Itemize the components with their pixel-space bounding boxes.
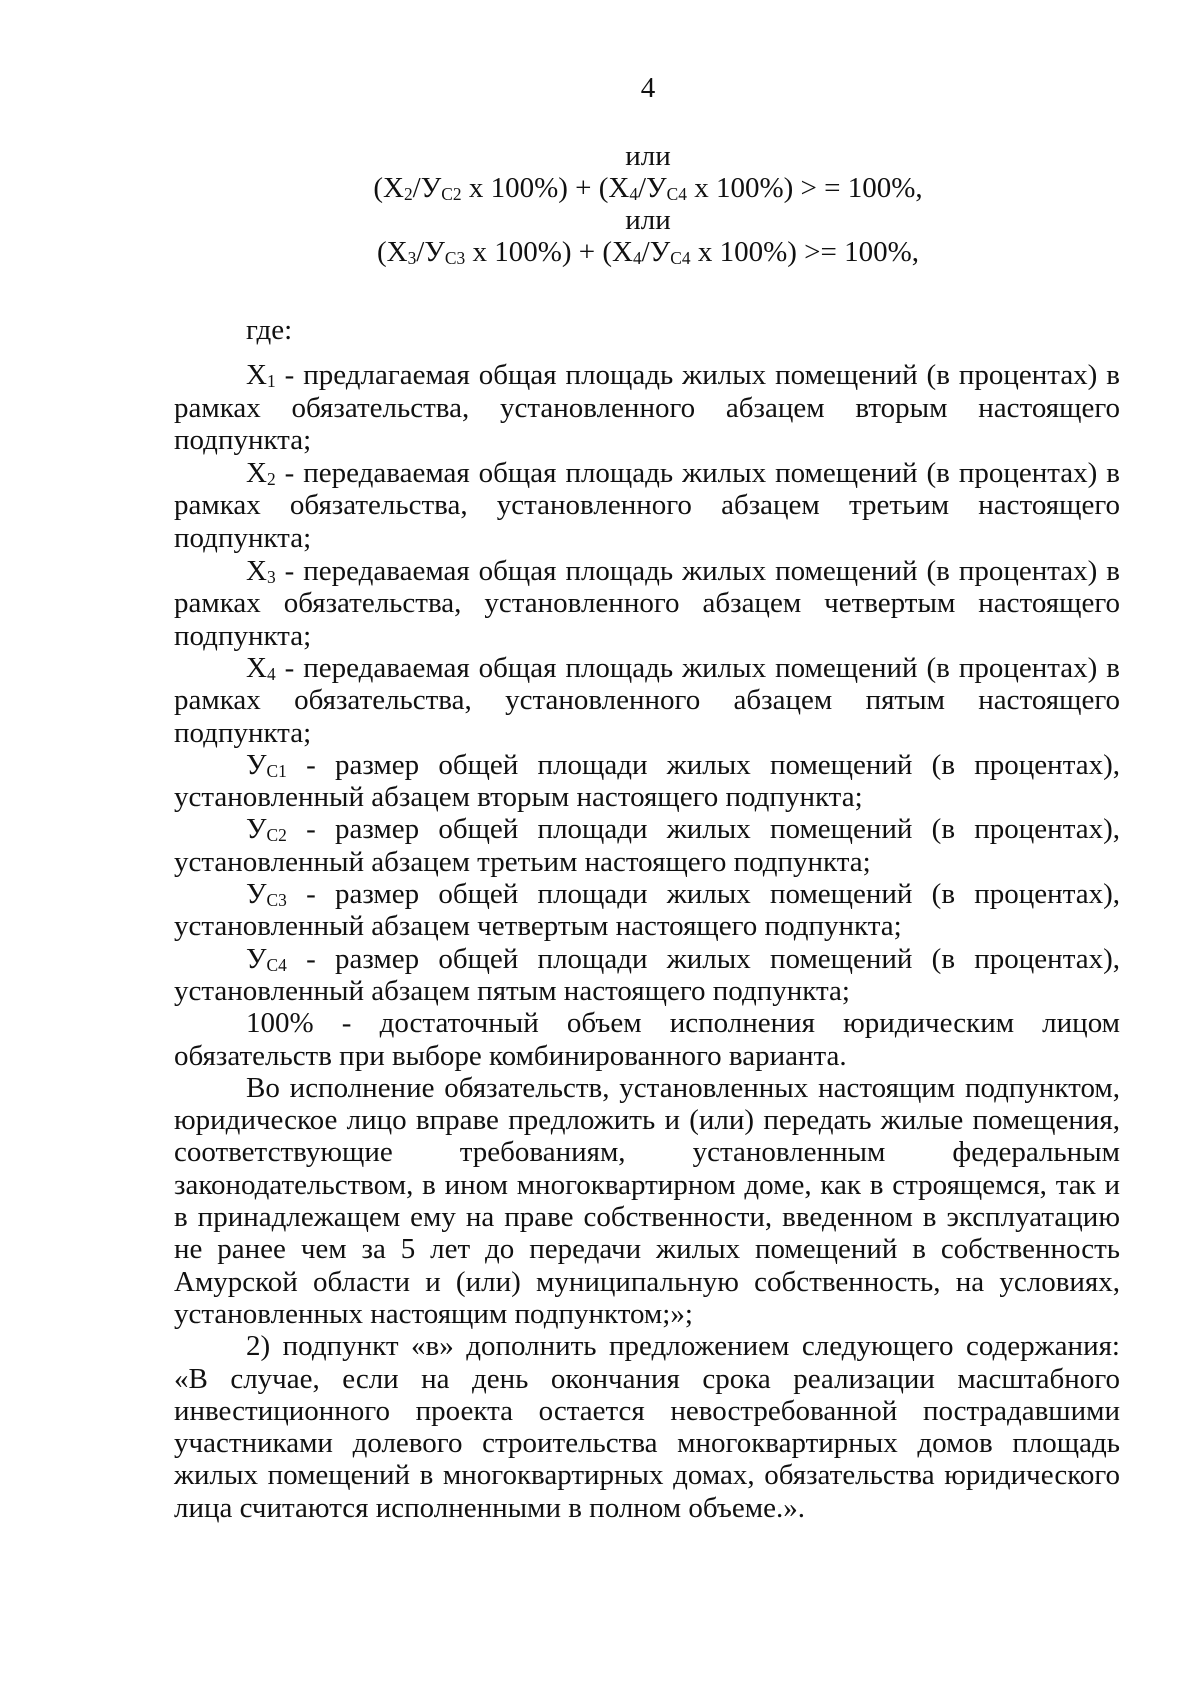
definition-text: - передаваемая общая площадь жилых помещений (в процентах) в рамках обязательства, установленного абзацем третьим настоящего подпункта; bbox=[174, 457, 1120, 554]
definition-text: - передаваемая общая площадь жилых помещений (в процентах) в рамках обязательства, установленного абзацем четвертым настоящего подпункта; bbox=[174, 555, 1120, 652]
formula-subscript: 2 bbox=[403, 184, 413, 205]
definition-yc4 bbox=[174, 943, 1120, 1008]
formula-text: /У bbox=[638, 172, 667, 204]
definition-yc3 bbox=[174, 878, 1120, 943]
symbol-letter: X bbox=[246, 359, 267, 392]
definition-x3 bbox=[174, 555, 1120, 652]
formula-text: /У bbox=[412, 172, 442, 204]
formula-text: /У bbox=[416, 236, 445, 268]
symbol-letter: У bbox=[246, 748, 267, 781]
symbol-subscript: 1 bbox=[266, 371, 276, 392]
definition-x2 bbox=[174, 457, 1120, 554]
formula-subscript: С3 bbox=[444, 248, 466, 269]
definition-x1 bbox=[174, 359, 1120, 456]
definition-text: - передаваемая общая площадь жилых помещений (в процентах) в рамках обязательства, установленного абзацем пятым настоящего подпункта; bbox=[174, 651, 1120, 749]
symbol-letter: X bbox=[246, 651, 267, 684]
definition-symbol bbox=[246, 878, 287, 910]
formula-or-2: или bbox=[625, 204, 671, 236]
definition-symbol bbox=[246, 457, 276, 489]
symbol-letter: У bbox=[246, 878, 267, 911]
symbol-subscript: С1 bbox=[266, 760, 287, 781]
paragraph-fulfillment: Во исполнение обязательств, установленных настоящим подпунктом, юридическое лицо вправе предложить и (или) передать жилые помещения, соответствующие требованиям, установленным федеральным законодательством, в ином многоквартирном доме, как в строящемся, так и в принадлежащем ему на праве собственности, введенном в эксплуатацию не ранее чем за 5 лет до передачи жилых помещений в собственность Амурской области и (или) муниципальную собственность, на условиях, установленных настоящим подпунктом;»; bbox=[174, 1071, 1120, 1330]
symbol-subscript: С2 bbox=[266, 825, 287, 846]
body-text bbox=[174, 314, 1120, 1524]
symbol-subscript: С4 bbox=[266, 954, 287, 975]
definition-text: - достаточный объем исполнения юридическим лицом обязательств при выборе комбинированного варианта. bbox=[174, 1007, 1120, 1072]
formula-text: /У bbox=[641, 236, 671, 268]
definition-symbol bbox=[246, 813, 287, 845]
formula-line-1 bbox=[0, 172, 1200, 204]
definition-text: - размер общей площади жилых помещений (в процентах), установленный абзацем пятым настоящего подпункта; bbox=[174, 942, 1120, 1007]
formula-subscript: 4 bbox=[632, 248, 642, 269]
symbol-letter: 100% bbox=[246, 1007, 314, 1040]
symbol-letter: У bbox=[246, 813, 267, 846]
formula-subscript: 4 bbox=[629, 184, 639, 205]
symbol-subscript: С3 bbox=[266, 890, 287, 911]
formula-line-2 bbox=[0, 236, 1200, 268]
symbol-subscript: 3 bbox=[266, 567, 276, 588]
definition-symbol bbox=[246, 555, 276, 587]
definition-x4 bbox=[174, 652, 1120, 749]
formula-text: x 100%) >= 100%, bbox=[690, 236, 919, 268]
paragraph-subclause-v: 2) подпункт «в» дополнить предложением следующего содержания: «В случае, если на день окончания срока реализации масштабного инвестиционного проекта остается невостребованной пострадавшими участниками долевого строительства многоквартирных домов площадь жилых помещений в многоквартирных домах, обязательства юридического лица считаются исполненными в полном объеме.». bbox=[174, 1330, 1120, 1524]
formula-text: x 100%) > = 100%, bbox=[686, 172, 923, 204]
definition-symbol bbox=[246, 359, 276, 391]
definition-text: - размер общей площади жилых помещений (в процентах), установленный абзацем третьим настоящего подпункта; bbox=[174, 813, 1120, 878]
symbol-letter: X bbox=[246, 457, 267, 490]
symbol-letter: X bbox=[246, 555, 267, 588]
formula-subscript: С2 bbox=[441, 184, 462, 205]
where-label: где: bbox=[246, 314, 293, 346]
definition-yc2 bbox=[174, 813, 1120, 878]
formula-text: (X bbox=[376, 236, 408, 268]
formula-text: x 100%) + (X bbox=[465, 236, 633, 268]
definition-symbol bbox=[246, 943, 287, 975]
formula-text: (X bbox=[373, 172, 404, 204]
formula-text: x 100%) + (X bbox=[461, 172, 630, 204]
definition-text: - размер общей площади жилых помещений (в процентах), установленный абзацем четвертым настоящего подпункта; bbox=[174, 878, 1120, 943]
page-number: 4 bbox=[640, 72, 656, 104]
definition-text: - предлагаемая общая площадь жилых помещений (в процентах) в рамках обязательства, установленного абзацем вторым настоящего подпункта; bbox=[174, 359, 1120, 456]
formula-subscript: С4 bbox=[666, 184, 687, 205]
definition-100-percent bbox=[174, 1007, 1120, 1072]
definition-symbol bbox=[246, 652, 276, 684]
definition-text: - размер общей площади жилых помещений (в процентах), установленный абзацем вторым настоящего подпункта; bbox=[174, 748, 1120, 814]
formula-or-1: или bbox=[625, 140, 671, 172]
definition-symbol bbox=[246, 749, 287, 781]
symbol-subscript: 2 bbox=[266, 469, 276, 490]
definition-yc1 bbox=[174, 749, 1120, 814]
symbol-subscript: 4 bbox=[266, 664, 276, 685]
formula-subscript: С4 bbox=[670, 248, 691, 269]
formula-block bbox=[0, 140, 1200, 268]
symbol-letter: У bbox=[246, 942, 267, 975]
definition-symbol bbox=[246, 1007, 314, 1039]
formula-subscript: 3 bbox=[407, 248, 417, 269]
